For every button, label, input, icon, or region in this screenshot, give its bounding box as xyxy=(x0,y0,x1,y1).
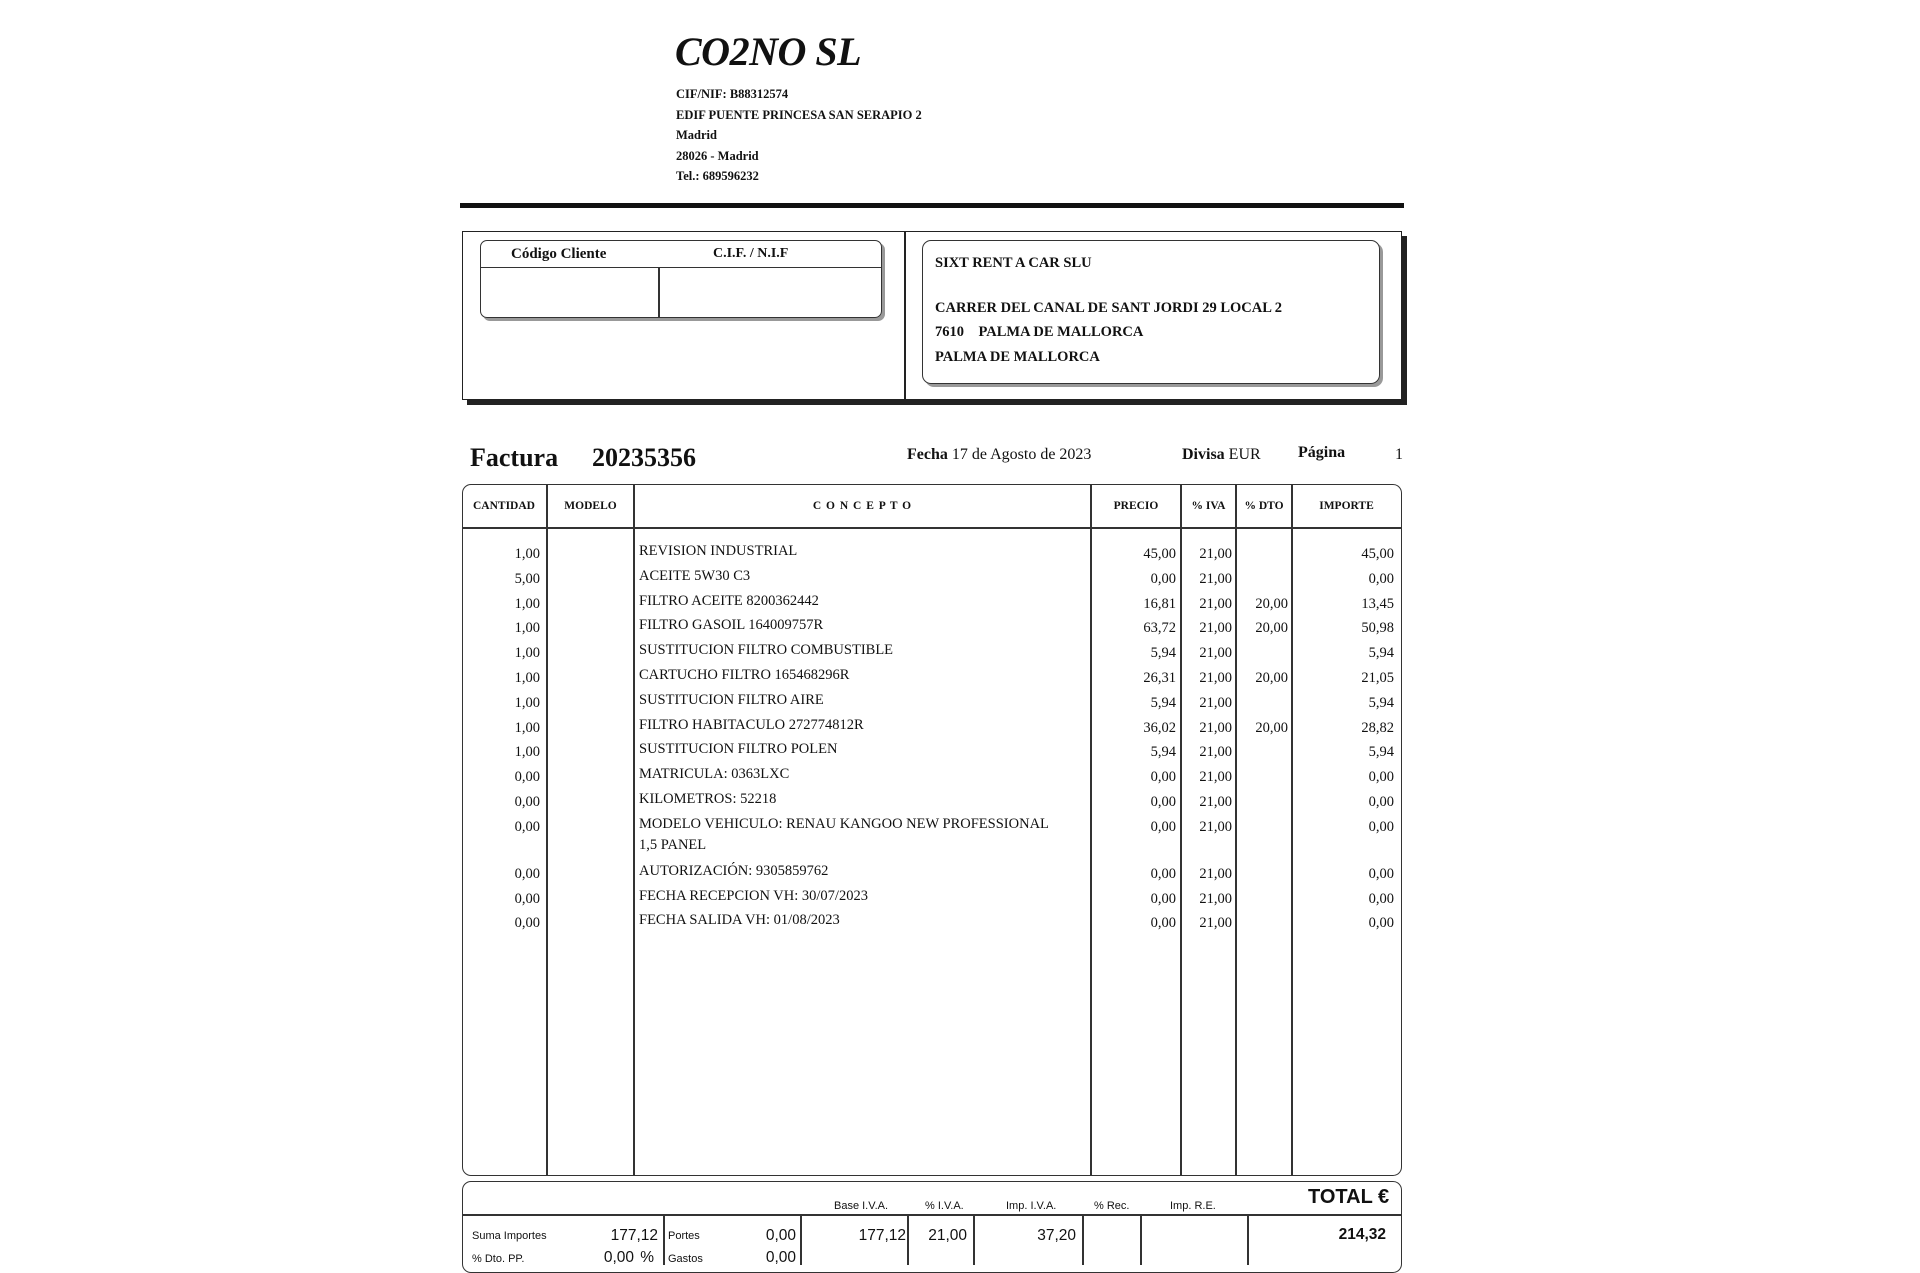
cell-precio: 16,81 xyxy=(1143,595,1176,612)
cell-concepto: MATRICULA: 0363LXC xyxy=(639,766,790,783)
invoice-currency-group xyxy=(1182,446,1261,464)
header-concepto: C O N C E P T O xyxy=(812,500,913,512)
totals-portes: 0,00 xyxy=(765,1227,796,1244)
cell-iva: 21,00 xyxy=(1199,769,1232,786)
col-divider-concepto xyxy=(1090,484,1092,1176)
cell-importe: 5,94 xyxy=(1368,694,1394,711)
company-phone: Tel.: 689596232 xyxy=(676,169,759,183)
totals-divider-4 xyxy=(973,1215,975,1265)
invoice-date-label: Fecha xyxy=(907,446,948,463)
cell-iva: 21,00 xyxy=(1199,620,1232,637)
cell-importe: 28,82 xyxy=(1361,719,1394,736)
cell-iva: 21,00 xyxy=(1199,744,1232,761)
invoice-number: 20235356 xyxy=(592,443,696,472)
totals-header-rule xyxy=(462,1214,1402,1216)
cell-dto: 20,00 xyxy=(1255,719,1288,736)
cell-dto: 20,00 xyxy=(1255,620,1288,637)
cell-iva: 21,00 xyxy=(1199,794,1232,810)
invoice-currency-label: Divisa xyxy=(1182,446,1225,463)
invoice-date: 17 de Agosto de 2023 xyxy=(951,446,1092,463)
lines-header-rule xyxy=(462,527,1402,529)
cell-cantidad: 1,00 xyxy=(514,595,540,612)
totals-label-portes: Portes xyxy=(668,1230,700,1242)
cell-cantidad: 1,00 xyxy=(514,694,540,711)
cell-dto: 20,00 xyxy=(1255,670,1288,686)
cell-dto: 20,00 xyxy=(1255,595,1288,612)
cell-iva: 21,00 xyxy=(1199,570,1232,587)
cell-iva: 21,00 xyxy=(1199,645,1232,662)
cell-cantidad: 0,00 xyxy=(514,915,540,932)
header-precio: PRECIO xyxy=(1113,500,1159,512)
totals-suma-importes: 177,12 xyxy=(610,1227,658,1244)
cell-precio: 0,00 xyxy=(1150,915,1176,932)
client-code-box xyxy=(480,240,882,318)
cell-concepto: FECHA SALIDA VH: 01/08/2023 xyxy=(639,912,840,929)
cell-concepto: SUSTITUCION FILTRO COMBUSTIBLE xyxy=(639,642,894,659)
cell-precio: 45,00 xyxy=(1143,546,1176,562)
cell-iva: 21,00 xyxy=(1199,818,1232,835)
cell-cantidad: 1,00 xyxy=(514,670,540,686)
totals-pct-iva: 21,00 xyxy=(928,1227,967,1244)
cell-cantidad: 1,00 xyxy=(514,719,540,736)
cell-precio: 0,00 xyxy=(1150,794,1176,810)
cell-iva: 21,00 xyxy=(1199,694,1232,711)
header-rule xyxy=(460,203,1404,208)
header-dto: % DTO xyxy=(1244,500,1284,512)
cell-cantidad: 0,00 xyxy=(514,794,540,810)
cell-concepto: FILTRO ACEITE 8200362442 xyxy=(639,592,819,609)
cell-iva: 21,00 xyxy=(1199,546,1232,562)
cell-iva: 21,00 xyxy=(1199,890,1232,907)
cell-precio: 0,00 xyxy=(1150,865,1176,882)
client-address-box xyxy=(922,240,1380,384)
cell-precio: 63,72 xyxy=(1143,620,1176,637)
cell-concepto: FILTRO GASOIL 164009757R xyxy=(639,617,824,634)
invoice-page-label-wrap xyxy=(1298,444,1345,462)
totals-divider-3 xyxy=(907,1215,909,1265)
col-divider-modelo xyxy=(633,484,635,1176)
totals-label-gastos: Gastos xyxy=(668,1253,703,1265)
cell-concepto: KILOMETROS: 52218 xyxy=(639,791,777,807)
totals-divider-1 xyxy=(663,1215,665,1265)
totals-label-pct-rec: % Rec. xyxy=(1094,1200,1130,1212)
totals-label-dto-pp: % Dto. PP. xyxy=(472,1253,525,1265)
totals-label-imp-re: Imp. R.E. xyxy=(1170,1200,1216,1212)
cell-precio: 36,02 xyxy=(1143,719,1176,736)
totals-divider-7 xyxy=(1247,1215,1249,1265)
invoice-date-group xyxy=(907,446,1091,464)
totals-base-iva: 177,12 xyxy=(858,1227,906,1244)
cell-precio: 26,31 xyxy=(1143,670,1176,686)
cell-concepto: SUSTITUCION FILTRO AIRE xyxy=(639,691,824,708)
company-address: EDIF PUENTE PRINCESA SAN SERAPIO 2 xyxy=(676,107,922,122)
cell-precio: 0,00 xyxy=(1150,570,1176,587)
totals-divider-5 xyxy=(1082,1215,1084,1265)
cell-importe: 21,05 xyxy=(1361,670,1394,686)
totals-label-pct-iva: % I.V.A. xyxy=(925,1200,964,1212)
totals-label-imp-iva: Imp. I.V.A. xyxy=(1006,1200,1057,1212)
col-divider-iva xyxy=(1235,484,1237,1176)
totals-gastos: 0,00 xyxy=(765,1249,796,1266)
company-city: Madrid xyxy=(676,128,717,142)
company-name: CO2NO SL xyxy=(675,29,862,74)
cell-cantidad: 1,00 xyxy=(514,546,540,562)
cell-cantidad: 5,00 xyxy=(514,570,540,587)
cell-importe: 5,94 xyxy=(1368,645,1394,662)
cell-cantidad: 0,00 xyxy=(514,818,540,835)
header-cantidad: CANTIDAD xyxy=(473,500,535,512)
client-section-divider xyxy=(904,231,906,399)
client-street: CARRER DEL CANAL DE SANT JORDI 29 LOCAL 2 xyxy=(935,300,1282,316)
cell-cantidad: 0,00 xyxy=(514,865,540,882)
cell-concepto: CARTUCHO FILTRO 165468296R xyxy=(639,667,850,683)
company-cif: CIF/NIF: B88312574 xyxy=(676,87,789,101)
company-details xyxy=(676,84,922,187)
cell-importe: 45,00 xyxy=(1361,546,1394,562)
cell-concepto: ACEITE 5W30 C3 xyxy=(639,567,751,584)
header-iva: % IVA xyxy=(1191,500,1226,512)
cell-precio: 0,00 xyxy=(1150,818,1176,835)
totals-dto-pp: 0,00 xyxy=(603,1249,634,1266)
cell-precio: 0,00 xyxy=(1150,890,1176,907)
invoice-page-label: Página xyxy=(1298,444,1346,461)
client-code-header xyxy=(481,241,881,268)
cell-importe: 0,00 xyxy=(1368,794,1394,810)
cell-concepto: SUSTITUCION FILTRO POLEN xyxy=(639,741,838,758)
col-divider-precio xyxy=(1180,484,1182,1176)
cell-importe: 5,94 xyxy=(1368,744,1394,761)
client-name: SIXT RENT A CAR SLU xyxy=(935,255,1092,271)
cell-cantidad: 1,00 xyxy=(514,620,540,637)
totals-dto-pct-sign: % xyxy=(640,1249,654,1266)
client-postal-city: 7610 PALMA DE MALLORCA xyxy=(935,324,1144,340)
client-code-label: Código Cliente xyxy=(511,246,607,262)
cell-importe: 13,45 xyxy=(1361,595,1394,612)
cell-importe: 0,00 xyxy=(1368,915,1394,932)
cell-iva: 21,00 xyxy=(1199,865,1232,882)
cell-concepto-continued: 1,5 PANEL xyxy=(639,836,707,853)
cell-importe: 0,00 xyxy=(1368,769,1394,786)
company-postal: 28026 - Madrid xyxy=(676,148,759,163)
cell-concepto: MODELO VEHICULO: RENAU KANGOO NEW PROFESSIONAL xyxy=(639,815,1049,832)
cell-precio: 5,94 xyxy=(1150,645,1176,662)
totals-label-total: TOTAL € xyxy=(1308,1186,1390,1208)
cell-cantidad: 0,00 xyxy=(514,890,540,907)
invoice-currency: EUR xyxy=(1228,446,1261,463)
cell-precio: 0,00 xyxy=(1150,769,1176,786)
client-cif-label: C.I.F. / N.I.F xyxy=(713,246,789,261)
totals-imp-iva: 37,20 xyxy=(1037,1227,1076,1244)
cell-concepto: FECHA RECEPCION VH: 30/07/2023 xyxy=(639,887,868,904)
cell-importe: 0,00 xyxy=(1368,818,1394,835)
invoice-page-number: 1 xyxy=(1395,446,1403,463)
client-province: PALMA DE MALLORCA xyxy=(935,349,1100,365)
cell-importe: 0,00 xyxy=(1368,865,1394,882)
totals-label-base-iva: Base I.V.A. xyxy=(834,1200,889,1212)
client-code-split xyxy=(658,268,660,317)
cell-importe: 50,98 xyxy=(1361,620,1394,637)
invoice-label: Factura xyxy=(470,443,559,472)
cell-importe: 0,00 xyxy=(1368,890,1394,907)
cell-cantidad: 1,00 xyxy=(514,645,540,662)
header-modelo: MODELO xyxy=(564,500,617,512)
cell-precio: 5,94 xyxy=(1150,744,1176,761)
cell-cantidad: 0,00 xyxy=(514,769,540,786)
totals-label-suma-importes: Suma Importes xyxy=(472,1230,547,1242)
cell-cantidad: 1,00 xyxy=(514,744,540,761)
totals-divider-2 xyxy=(800,1215,802,1265)
cell-precio: 5,94 xyxy=(1150,694,1176,711)
cell-iva: 21,00 xyxy=(1199,670,1232,686)
cell-concepto: FILTRO HABITACULO 272774812R xyxy=(639,716,864,733)
cell-concepto: REVISION INDUSTRIAL xyxy=(639,543,798,559)
cell-importe: 0,00 xyxy=(1368,570,1394,587)
col-divider-dto xyxy=(1291,484,1293,1176)
totals-total: 214,32 xyxy=(1338,1226,1386,1243)
header-importe: IMPORTE xyxy=(1319,500,1374,512)
col-divider-cantidad xyxy=(546,484,548,1176)
cell-iva: 21,00 xyxy=(1199,595,1232,612)
cell-iva: 21,00 xyxy=(1199,915,1232,932)
totals-divider-6 xyxy=(1140,1215,1142,1265)
cell-iva: 21,00 xyxy=(1199,719,1232,736)
cell-concepto: AUTORIZACIÓN: 9305859762 xyxy=(639,862,829,879)
